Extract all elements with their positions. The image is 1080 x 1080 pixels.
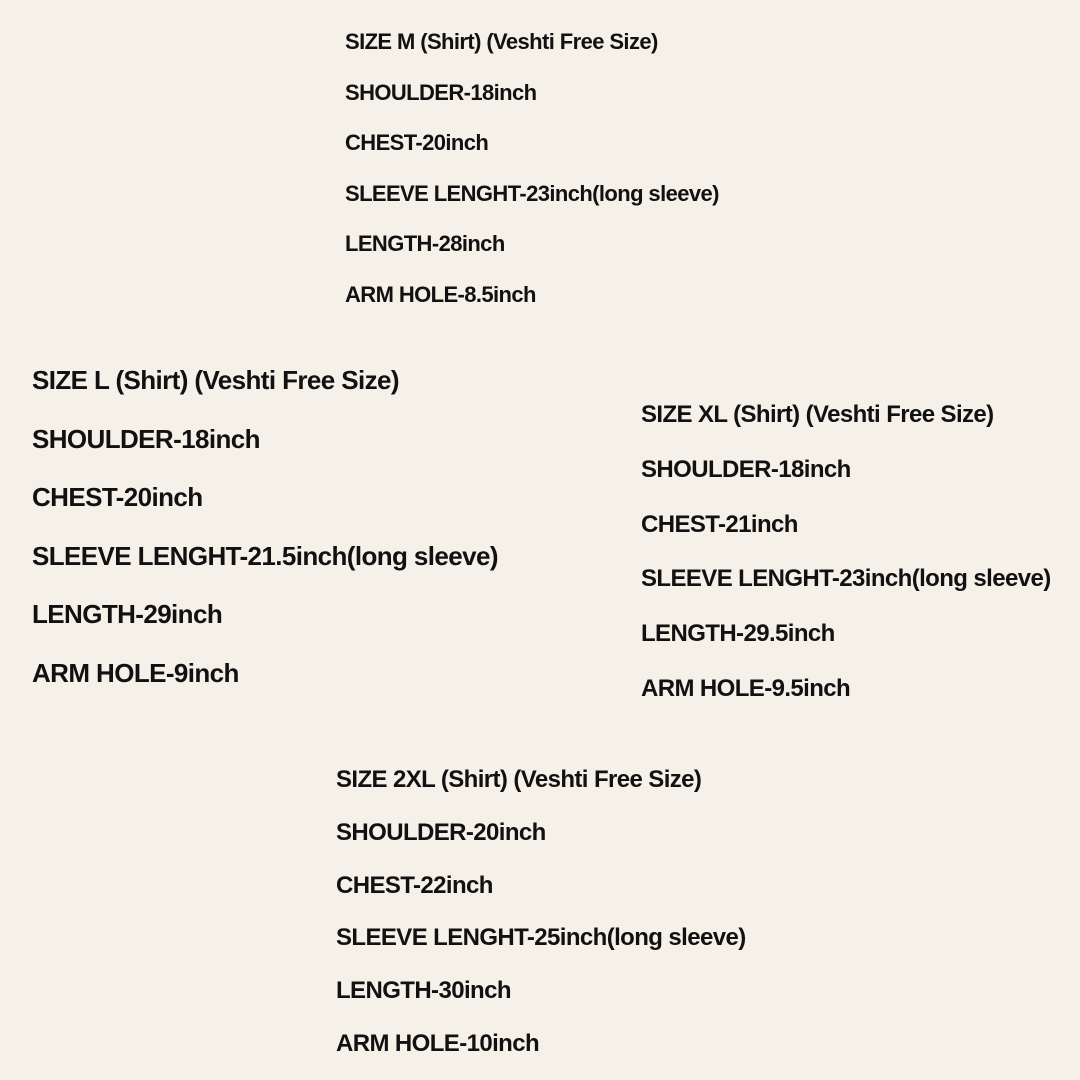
size-m-arm-hole: ARM HOLE-8.5inch	[345, 281, 536, 307]
size-xl-shoulder: SHOULDER-18inch	[641, 455, 851, 483]
size-l-block	[32, 351, 498, 703]
size-2xl-block	[336, 754, 746, 1071]
size-l-length: LENGTH-29inch	[32, 599, 223, 630]
size-xl-heading: SIZE XL (Shirt) (Veshti Free Size)	[641, 401, 994, 428]
size-2xl-length: LENGTH-30inch	[336, 977, 511, 1005]
size-2xl-chest: CHEST-22inch	[336, 871, 493, 899]
size-m-sleeve: SLEEVE LENGHT-23inch(long sleeve)	[345, 180, 719, 206]
size-2xl-arm-hole: ARM HOLE-10inch	[336, 1029, 540, 1057]
size-m-chest: CHEST-20inch	[345, 130, 489, 156]
size-m-length: LENGTH-28inch	[345, 231, 505, 257]
size-m-block	[345, 17, 719, 321]
size-l-heading: SIZE L (Shirt) (Veshti Free Size)	[32, 365, 399, 395]
size-xl-arm-hole: ARM HOLE-9.5inch	[641, 674, 851, 702]
size-2xl-heading: SIZE 2XL (Shirt) (Veshti Free Size)	[336, 766, 702, 793]
size-l-chest: CHEST-20inch	[32, 482, 203, 513]
size-xl-sleeve: SLEEVE LENGHT-23inch(long sleeve)	[641, 565, 1051, 593]
size-l-sleeve: SLEEVE LENGHT-21.5inch(long sleeve)	[32, 540, 498, 571]
size-xl-block	[641, 388, 1051, 717]
size-l-shoulder: SHOULDER-18inch	[32, 423, 260, 454]
size-xl-length: LENGTH-29.5inch	[641, 620, 835, 648]
size-xl-chest: CHEST-21inch	[641, 510, 798, 538]
size-m-shoulder: SHOULDER-18inch	[345, 79, 537, 105]
size-m-heading: SIZE M (Shirt) (Veshti Free Size)	[345, 29, 658, 54]
size-2xl-shoulder: SHOULDER-20inch	[336, 818, 546, 846]
size-2xl-sleeve: SLEEVE LENGHT-25inch(long sleeve)	[336, 924, 746, 952]
size-l-arm-hole: ARM HOLE-9inch	[32, 657, 239, 688]
